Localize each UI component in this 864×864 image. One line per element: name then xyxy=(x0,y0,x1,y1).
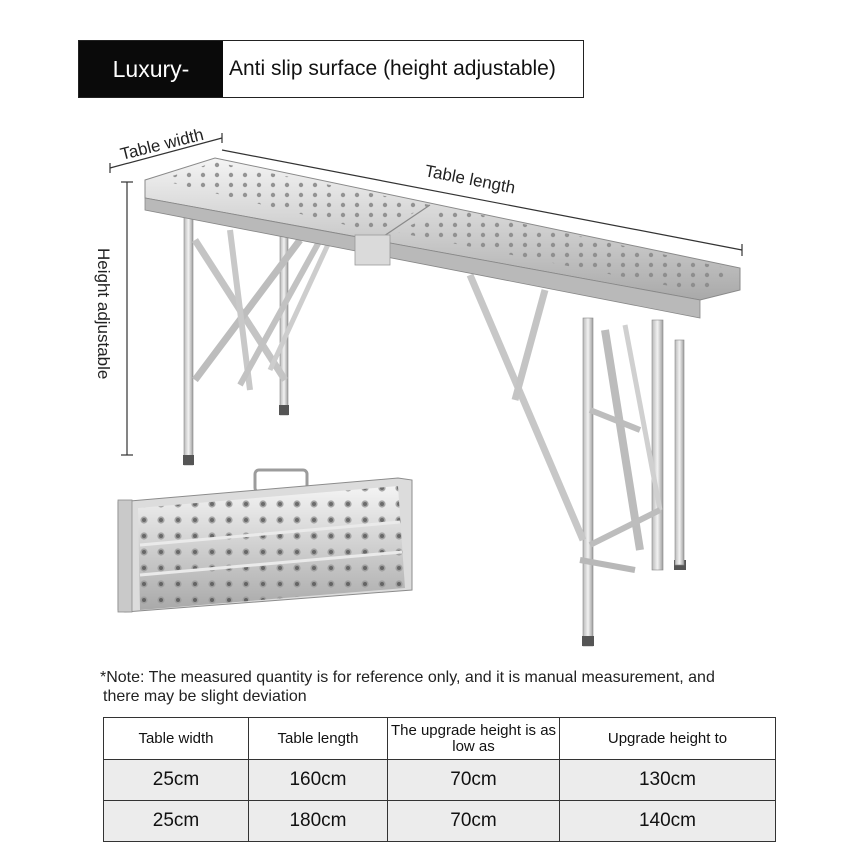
note-line-2: there may be slight deviation xyxy=(103,688,307,705)
cell-max-height: 130cm xyxy=(560,760,776,801)
cell-length: 180cm xyxy=(249,801,388,842)
height-label: Height adjustable xyxy=(94,248,113,380)
cell-max-height: 140cm xyxy=(560,801,776,842)
spec-table xyxy=(103,717,776,842)
measurement-note xyxy=(100,668,790,706)
cell-length: 160cm xyxy=(249,760,388,801)
header-min-height: The upgrade height is as low as xyxy=(388,718,560,760)
cell-min-height: 70cm xyxy=(388,801,560,842)
header-table-width: Table width xyxy=(104,718,249,760)
width-label: Table width xyxy=(118,124,206,164)
cell-width: 25cm xyxy=(104,801,249,842)
banner-label: Luxury- xyxy=(79,41,223,97)
table-row xyxy=(104,760,776,801)
cell-min-height: 70cm xyxy=(388,760,560,801)
table-row xyxy=(104,801,776,842)
spec-table-header xyxy=(104,718,776,760)
folded-platform-illustration xyxy=(118,470,412,612)
banner-title: Anti slip surface (height adjustable) xyxy=(229,57,556,80)
length-label: Table length xyxy=(423,161,517,198)
header-max-height: Upgrade height to xyxy=(560,718,776,760)
header-table-length: Table length xyxy=(249,718,388,760)
note-line-1: *Note: The measured quantity is for reference only, and it is manual measurement, and xyxy=(100,669,715,686)
height-dimension xyxy=(94,182,133,455)
cell-width: 25cm xyxy=(104,760,249,801)
